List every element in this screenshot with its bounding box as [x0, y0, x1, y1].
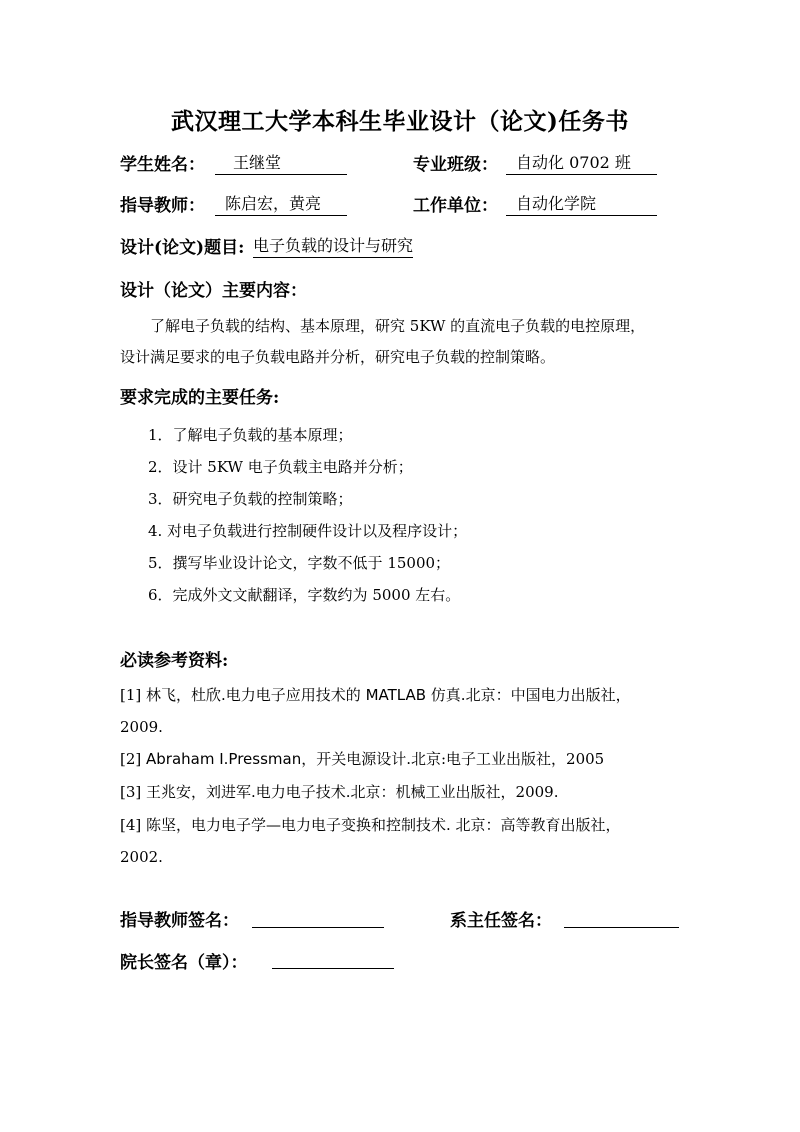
task-item: 4. 对电子负载进行控制硬件设计以及程序设计；: [148, 522, 468, 540]
student-name-value: 王继堂: [215, 150, 347, 175]
task-item: 6．完成外文文献翻译，字数约为 5000 左右。: [148, 586, 461, 604]
references-heading: 必读参考资料:: [120, 651, 229, 671]
reference-1-prefix: [1] 林飞，杜欣.电力电子应用技术的: [120, 686, 366, 704]
document-title: 武汉理工大学本科生毕业设计（论文)任务书: [171, 108, 629, 135]
reference-2: [120, 749, 604, 769]
class-label: 专业班级：: [413, 155, 498, 175]
class-value: 自动化 0702 班: [506, 150, 657, 175]
advisor-signature-line[interactable]: [252, 926, 384, 928]
content-heading: 设计（论文）主要内容：: [120, 281, 307, 301]
task-item: 1．了解电子负载的基本原理；: [148, 426, 353, 444]
unit-label: 工作单位：: [413, 196, 498, 216]
reference-2-suffix: ，开关电源设计.北京:电子工业出版社，2005: [301, 750, 605, 768]
director-signature-label: 系主任签名：: [450, 911, 552, 931]
advisor-value: 陈启宏，黄亮: [215, 191, 347, 216]
reference-4-line-1: [4] 陈坚，电力电子学—电力电子变换和控制技术. 北京：高等教育出版社，: [120, 816, 621, 834]
tasks-heading: 要求完成的主要任务:: [120, 388, 280, 408]
task-item: 5．撰写毕业设计论文，字数不低于 15000；: [148, 554, 451, 572]
topic-label: 设计(论文)题目:: [120, 238, 245, 258]
reference-2-author: Abraham I.Pressman: [146, 750, 302, 768]
advisor-label: 指导教师：: [120, 196, 205, 216]
unit-value: 自动化学院: [506, 191, 657, 216]
task-item: 2．设计 5KW 电子负载主电路并分析；: [148, 458, 413, 476]
topic-value: 电子负载的设计与研究: [253, 233, 413, 258]
dean-signature-line[interactable]: [272, 967, 394, 969]
task-item: 3．研究电子负载的控制策略；: [148, 490, 353, 508]
dean-signature-label: 院长签名（章）：: [120, 953, 248, 973]
reference-4-line-2: 2002.: [120, 848, 163, 866]
student-name-label: 学生姓名：: [120, 155, 205, 175]
content-line-2: 设计满足要求的电子负载电路并分析，研究电子负载的控制策略。: [120, 348, 556, 366]
reference-2-prefix: [2]: [120, 750, 147, 768]
reference-1: [120, 685, 631, 705]
content-line-1: 了解电子负载的结构、基本原理，研究 5KW 的直流电子负载的电控原理，: [150, 317, 646, 335]
reference-3: [3] 王兆安，刘进军.电力电子技术.北京：机械工业出版社，2009.: [120, 783, 559, 801]
director-signature-line[interactable]: [564, 926, 679, 928]
advisor-signature-label: 指导教师签名：: [120, 911, 239, 931]
reference-1-line-2: 2009.: [120, 718, 163, 736]
reference-1-matlab: MATLAB: [365, 686, 427, 704]
reference-1-suffix: 仿真.北京：中国电力出版社，: [426, 686, 631, 704]
